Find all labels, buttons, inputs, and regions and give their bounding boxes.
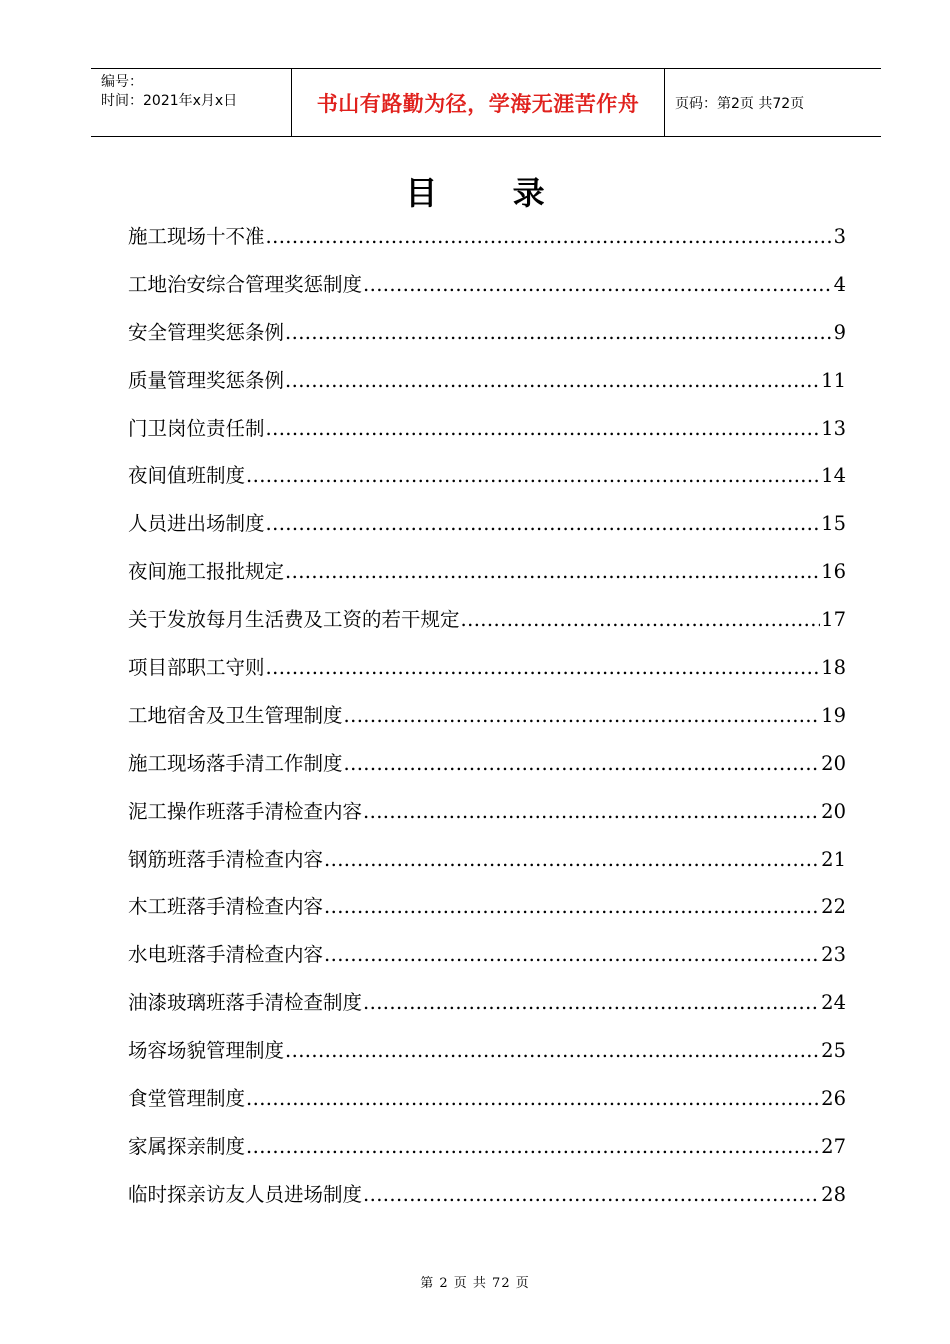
toc-entry-page: 21 [821, 847, 846, 871]
toc-entry[interactable] [128, 747, 846, 795]
toc-entry-title: 人员进出场制度 [128, 512, 265, 536]
toc-entry[interactable] [128, 555, 846, 603]
toc-entry-title: 油漆玻璃班落手清检查制度 [128, 991, 363, 1015]
toc-dot-leader [246, 459, 820, 493]
toc-entry-page: 27 [821, 1134, 846, 1158]
toc-entry[interactable] [128, 890, 846, 938]
toc-entry-page: 22 [821, 895, 846, 919]
toc-entry[interactable] [128, 795, 846, 843]
toc-entry-title: 施工现场十不准 [128, 225, 265, 248]
toc-entry-page: 24 [821, 991, 846, 1015]
toc-entry-title: 关于发放每月生活费及工资的若干规定 [128, 608, 460, 632]
toc-entry-title: 夜间值班制度 [128, 464, 246, 488]
toc-dot-leader [285, 364, 820, 398]
toc-dot-leader [363, 795, 820, 829]
page-title: 目 录 [405, 174, 577, 212]
toc-entry-title: 安全管理奖惩条例 [128, 320, 285, 344]
toc-entry-page: 20 [821, 799, 846, 823]
toc-entry[interactable] [128, 459, 846, 507]
toc-entry-title: 食堂管理制度 [128, 1087, 246, 1111]
toc-dot-leader [324, 938, 820, 972]
toc-entry-title: 工地宿舍及卫生管理制度 [128, 703, 343, 727]
toc-dot-leader [266, 507, 821, 541]
toc-entry-title: 临时探亲访友人员进场制度 [128, 1182, 363, 1206]
toc-entry[interactable] [128, 699, 846, 747]
toc-entry[interactable] [128, 316, 846, 364]
toc-dot-leader [461, 603, 821, 637]
toc-dot-leader [363, 268, 833, 302]
toc-entry[interactable] [128, 843, 846, 891]
toc-entry[interactable] [128, 507, 846, 555]
toc-entry-page: 26 [821, 1087, 846, 1111]
toc-entry-title: 场容场貌管理制度 [128, 1039, 285, 1063]
toc-dot-leader [324, 890, 820, 924]
toc-dot-leader [285, 316, 833, 350]
toc-entry-title: 家属探亲制度 [128, 1134, 246, 1158]
toc-entry-title: 木工班落手清检查内容 [128, 895, 324, 919]
toc-entry[interactable] [128, 1034, 846, 1082]
toc-entry[interactable] [128, 938, 846, 986]
toc-dot-leader [363, 1178, 820, 1212]
toc-entry[interactable] [128, 268, 846, 316]
toc-entry-page: 13 [821, 416, 846, 440]
toc-entry-title: 门卫岗位责任制 [128, 416, 265, 440]
toc-entry-page: 25 [821, 1039, 846, 1063]
toc-dot-leader [344, 747, 821, 781]
header-page-code: 页码：第2页 共72页 [675, 95, 805, 112]
document-time: 时间：2021年x月x日 [101, 93, 238, 109]
document-number-label: 编号： [101, 74, 143, 90]
toc-entry-title: 水电班落手清检查内容 [128, 943, 324, 967]
toc-dot-leader [246, 1082, 820, 1116]
toc-entry-page: 28 [821, 1182, 846, 1206]
toc-entry-page: 4 [833, 272, 846, 296]
toc-entry-page: 17 [821, 608, 846, 632]
toc-entry-page: 16 [821, 560, 846, 584]
toc-dot-leader [266, 412, 821, 446]
page-footer: 第 2 页 共 72 页 [420, 1276, 530, 1291]
toc-entry-page: 11 [821, 368, 846, 392]
toc-dot-leader [363, 986, 820, 1020]
header-meta [91, 69, 292, 136]
toc-dot-leader [246, 1130, 820, 1164]
toc-entry-page: 14 [821, 464, 846, 488]
toc-entry-page: 19 [821, 703, 846, 727]
toc-entry-page: 3 [833, 225, 846, 248]
toc-entry[interactable] [128, 603, 846, 651]
toc-entry-page: 9 [833, 320, 846, 344]
toc-dot-leader [266, 220, 833, 254]
toc-dot-leader [285, 1034, 820, 1068]
toc-dot-leader [344, 699, 821, 733]
toc-entry[interactable] [128, 1082, 846, 1130]
toc-entry-title: 质量管理奖惩条例 [128, 368, 285, 392]
toc-dot-leader [324, 843, 820, 877]
toc-entry[interactable] [128, 220, 846, 268]
toc-entry-title: 施工现场落手清工作制度 [128, 751, 343, 775]
toc-entry-title: 项目部职工守则 [128, 656, 265, 680]
toc-entry-title: 钢筋班落手清检查内容 [128, 847, 324, 871]
toc-entry[interactable] [128, 986, 846, 1034]
toc-entry-title: 泥工操作班落手清检查内容 [128, 799, 363, 823]
toc-dot-leader [285, 555, 820, 589]
toc-entry-title: 夜间施工报批规定 [128, 560, 285, 584]
toc-entry[interactable] [128, 412, 846, 460]
toc-entry[interactable] [128, 651, 846, 699]
toc-entry[interactable] [128, 1130, 846, 1178]
page-header [91, 68, 881, 137]
toc-entry-page: 20 [821, 751, 846, 775]
toc-entry[interactable] [128, 1178, 846, 1226]
toc-dot-leader [266, 651, 821, 685]
toc-entry[interactable] [128, 364, 846, 412]
header-motto: 书山有路勤为径，学海无涯苦作舟 [292, 69, 665, 136]
toc-entry-title: 工地治安综合管理奖惩制度 [128, 272, 363, 296]
toc-entry-page: 23 [821, 943, 846, 967]
table-of-contents [128, 220, 846, 1226]
toc-entry-page: 18 [821, 656, 846, 680]
toc-entry-page: 15 [821, 512, 846, 536]
